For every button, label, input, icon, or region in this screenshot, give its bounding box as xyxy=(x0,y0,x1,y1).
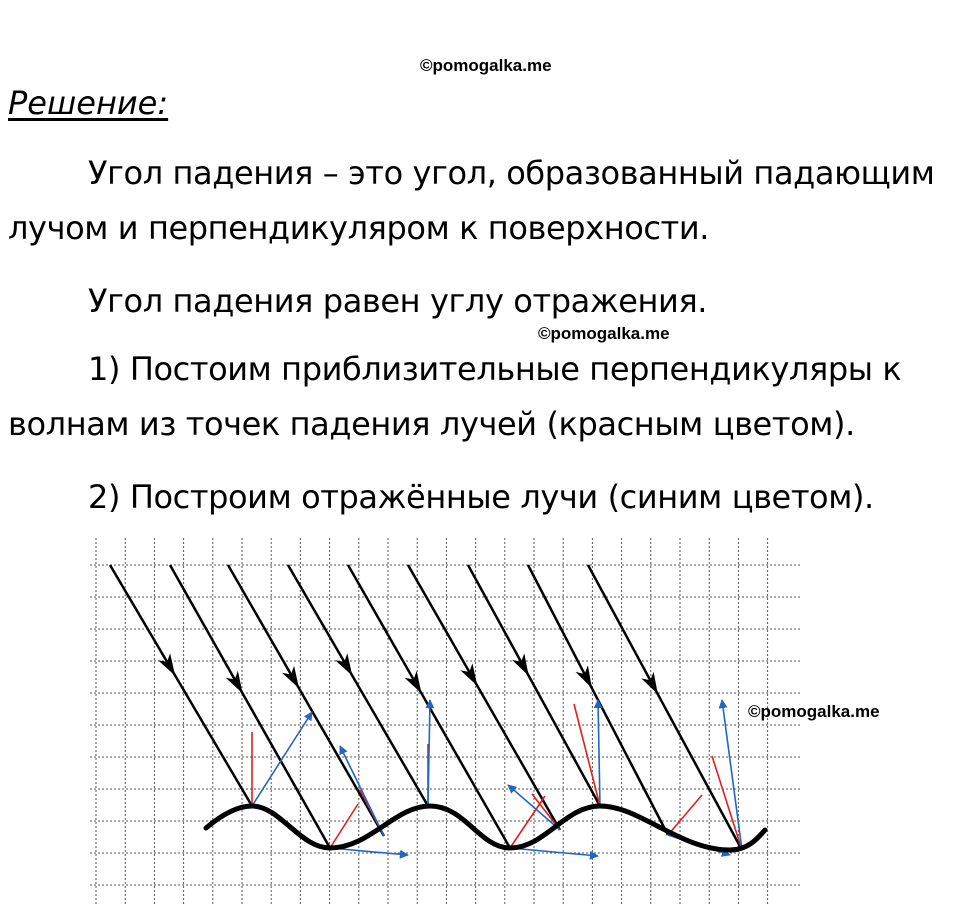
paragraph-step-2 xyxy=(8,470,958,525)
watermark-top: ©pomogalka.me xyxy=(420,56,552,75)
incident-ray xyxy=(468,565,600,806)
reflected-ray xyxy=(722,700,742,850)
watermark-diagram: ©pomogalka.me xyxy=(748,702,880,721)
arrowhead-icon xyxy=(405,671,422,694)
perpendicular-line xyxy=(668,795,702,835)
reflected-ray xyxy=(510,848,598,856)
arrowhead-icon xyxy=(226,671,243,694)
reflected-ray xyxy=(598,700,600,806)
paragraph-definition xyxy=(8,146,958,256)
incident-ray xyxy=(408,565,560,830)
incident-ray xyxy=(110,565,252,806)
perpendiculars xyxy=(252,704,742,850)
arrowhead-icon xyxy=(576,665,592,688)
arrowhead-icon xyxy=(158,653,175,676)
paragraph-step-1 xyxy=(8,342,958,452)
arrowhead-icon xyxy=(460,663,477,686)
paragraph-law-text: Угол падения равен углу отражения. xyxy=(88,282,708,320)
arrowhead-icon xyxy=(512,653,529,676)
paragraph-step-2-text: 2) Построим отражённые лучи (синим цветом). xyxy=(88,478,874,516)
solution-heading: Решение: xyxy=(8,84,169,122)
incident-ray xyxy=(288,565,428,806)
watermark-middle: ©pomogalka.me xyxy=(538,324,670,343)
paragraph-law xyxy=(8,274,958,329)
perpendicular-line xyxy=(574,704,600,806)
wavy-surface xyxy=(206,806,765,850)
arrowhead-icon xyxy=(335,653,352,676)
reflected-ray xyxy=(428,700,430,806)
paragraph-step-1-text: 1) Постоим приблизительные перпендикуляры к волнам из точек падения лучей (красным цветом). xyxy=(8,350,902,443)
arrowhead-icon xyxy=(282,666,299,689)
grid xyxy=(90,538,800,906)
arrowhead-icon xyxy=(641,672,658,695)
paragraph-definition-text: Угол падения – это угол, образованный падающим лучом и перпендикуляром к поверхности. xyxy=(8,154,935,247)
